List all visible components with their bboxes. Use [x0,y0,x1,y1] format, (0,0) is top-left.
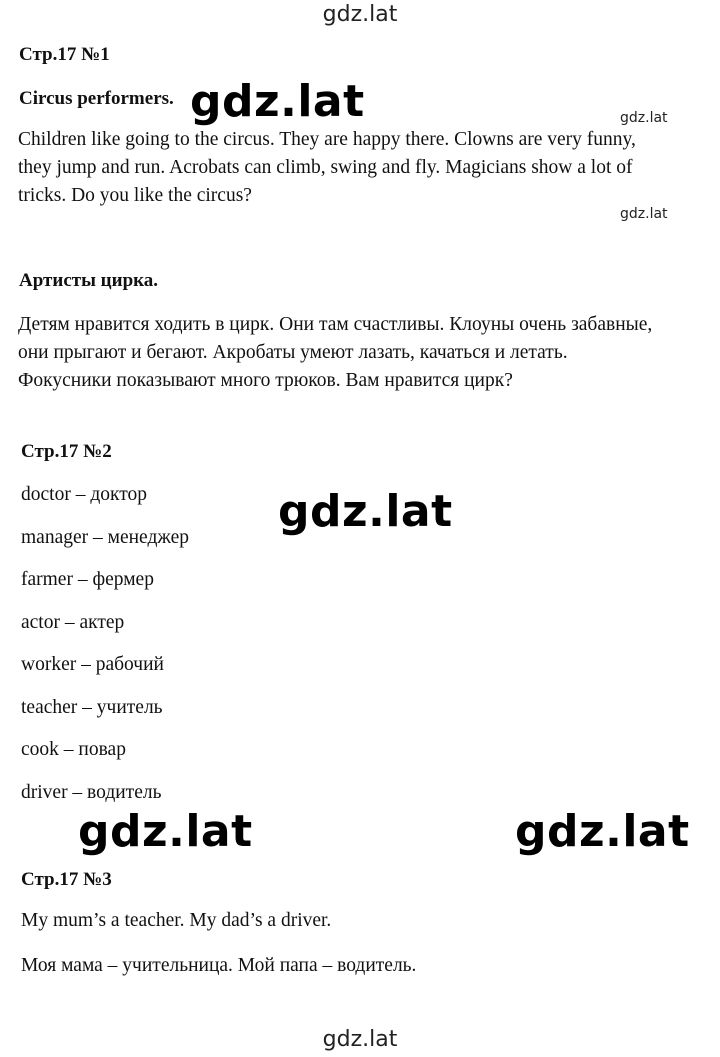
vocab-item: worker – рабочий [21,654,164,675]
vocab-item: cook – повар [21,739,126,760]
vocab-item: driver – водитель [21,782,162,803]
task1-title-ru: Артисты цирка. [19,270,159,291]
watermark-small: gdz.lat [620,110,668,126]
text-line: Фокусники показывают много трюков. Вам нравится цирк? [18,370,513,391]
watermark-bottom: gdz.lat [322,1027,398,1052]
watermark-large: gdz.lat [78,806,253,857]
task3-line-ru: Моя мама – учительница. Мой папа – водитель. [21,955,417,976]
task2-heading: Стр.17 №2 [21,441,112,462]
text-line: tricks. Do you like the circus? [18,185,252,206]
vocab-item: doctor – доктор [21,484,147,505]
task3-line-en: My mum’s a teacher. My dad’s a driver. [21,910,332,931]
task1-title-en: Circus performers. [19,88,174,109]
text-line: они прыгают и бегают. Акробаты умеют лазать, качаться и летать. [18,342,568,363]
vocab-item: farmer – фермер [21,569,154,590]
watermark-large: gdz.lat [278,486,453,537]
watermark-top: gdz.lat [322,2,398,27]
task1-text-en [18,126,708,210]
vocab-item: teacher – учитель [21,697,163,718]
text-line: they jump and run. Acrobats can climb, swing and fly. Magicians show a lot of [18,157,633,178]
watermark-small: gdz.lat [620,206,668,222]
watermark-large: gdz.lat [190,76,365,127]
vocab-item: actor – актер [21,612,125,633]
text-line: Children like going to the circus. They are happy there. Clowns are very funny, [18,129,636,150]
task1-text-ru [18,311,708,395]
vocab-item: manager – менеджер [21,527,189,548]
task3-heading: Стр.17 №3 [21,869,112,890]
text-line: Детям нравится ходить в цирк. Они там счастливы. Клоуны очень забавные, [18,314,653,335]
watermark-large: gdz.lat [515,806,690,857]
task1-heading: Стр.17 №1 [19,44,110,65]
